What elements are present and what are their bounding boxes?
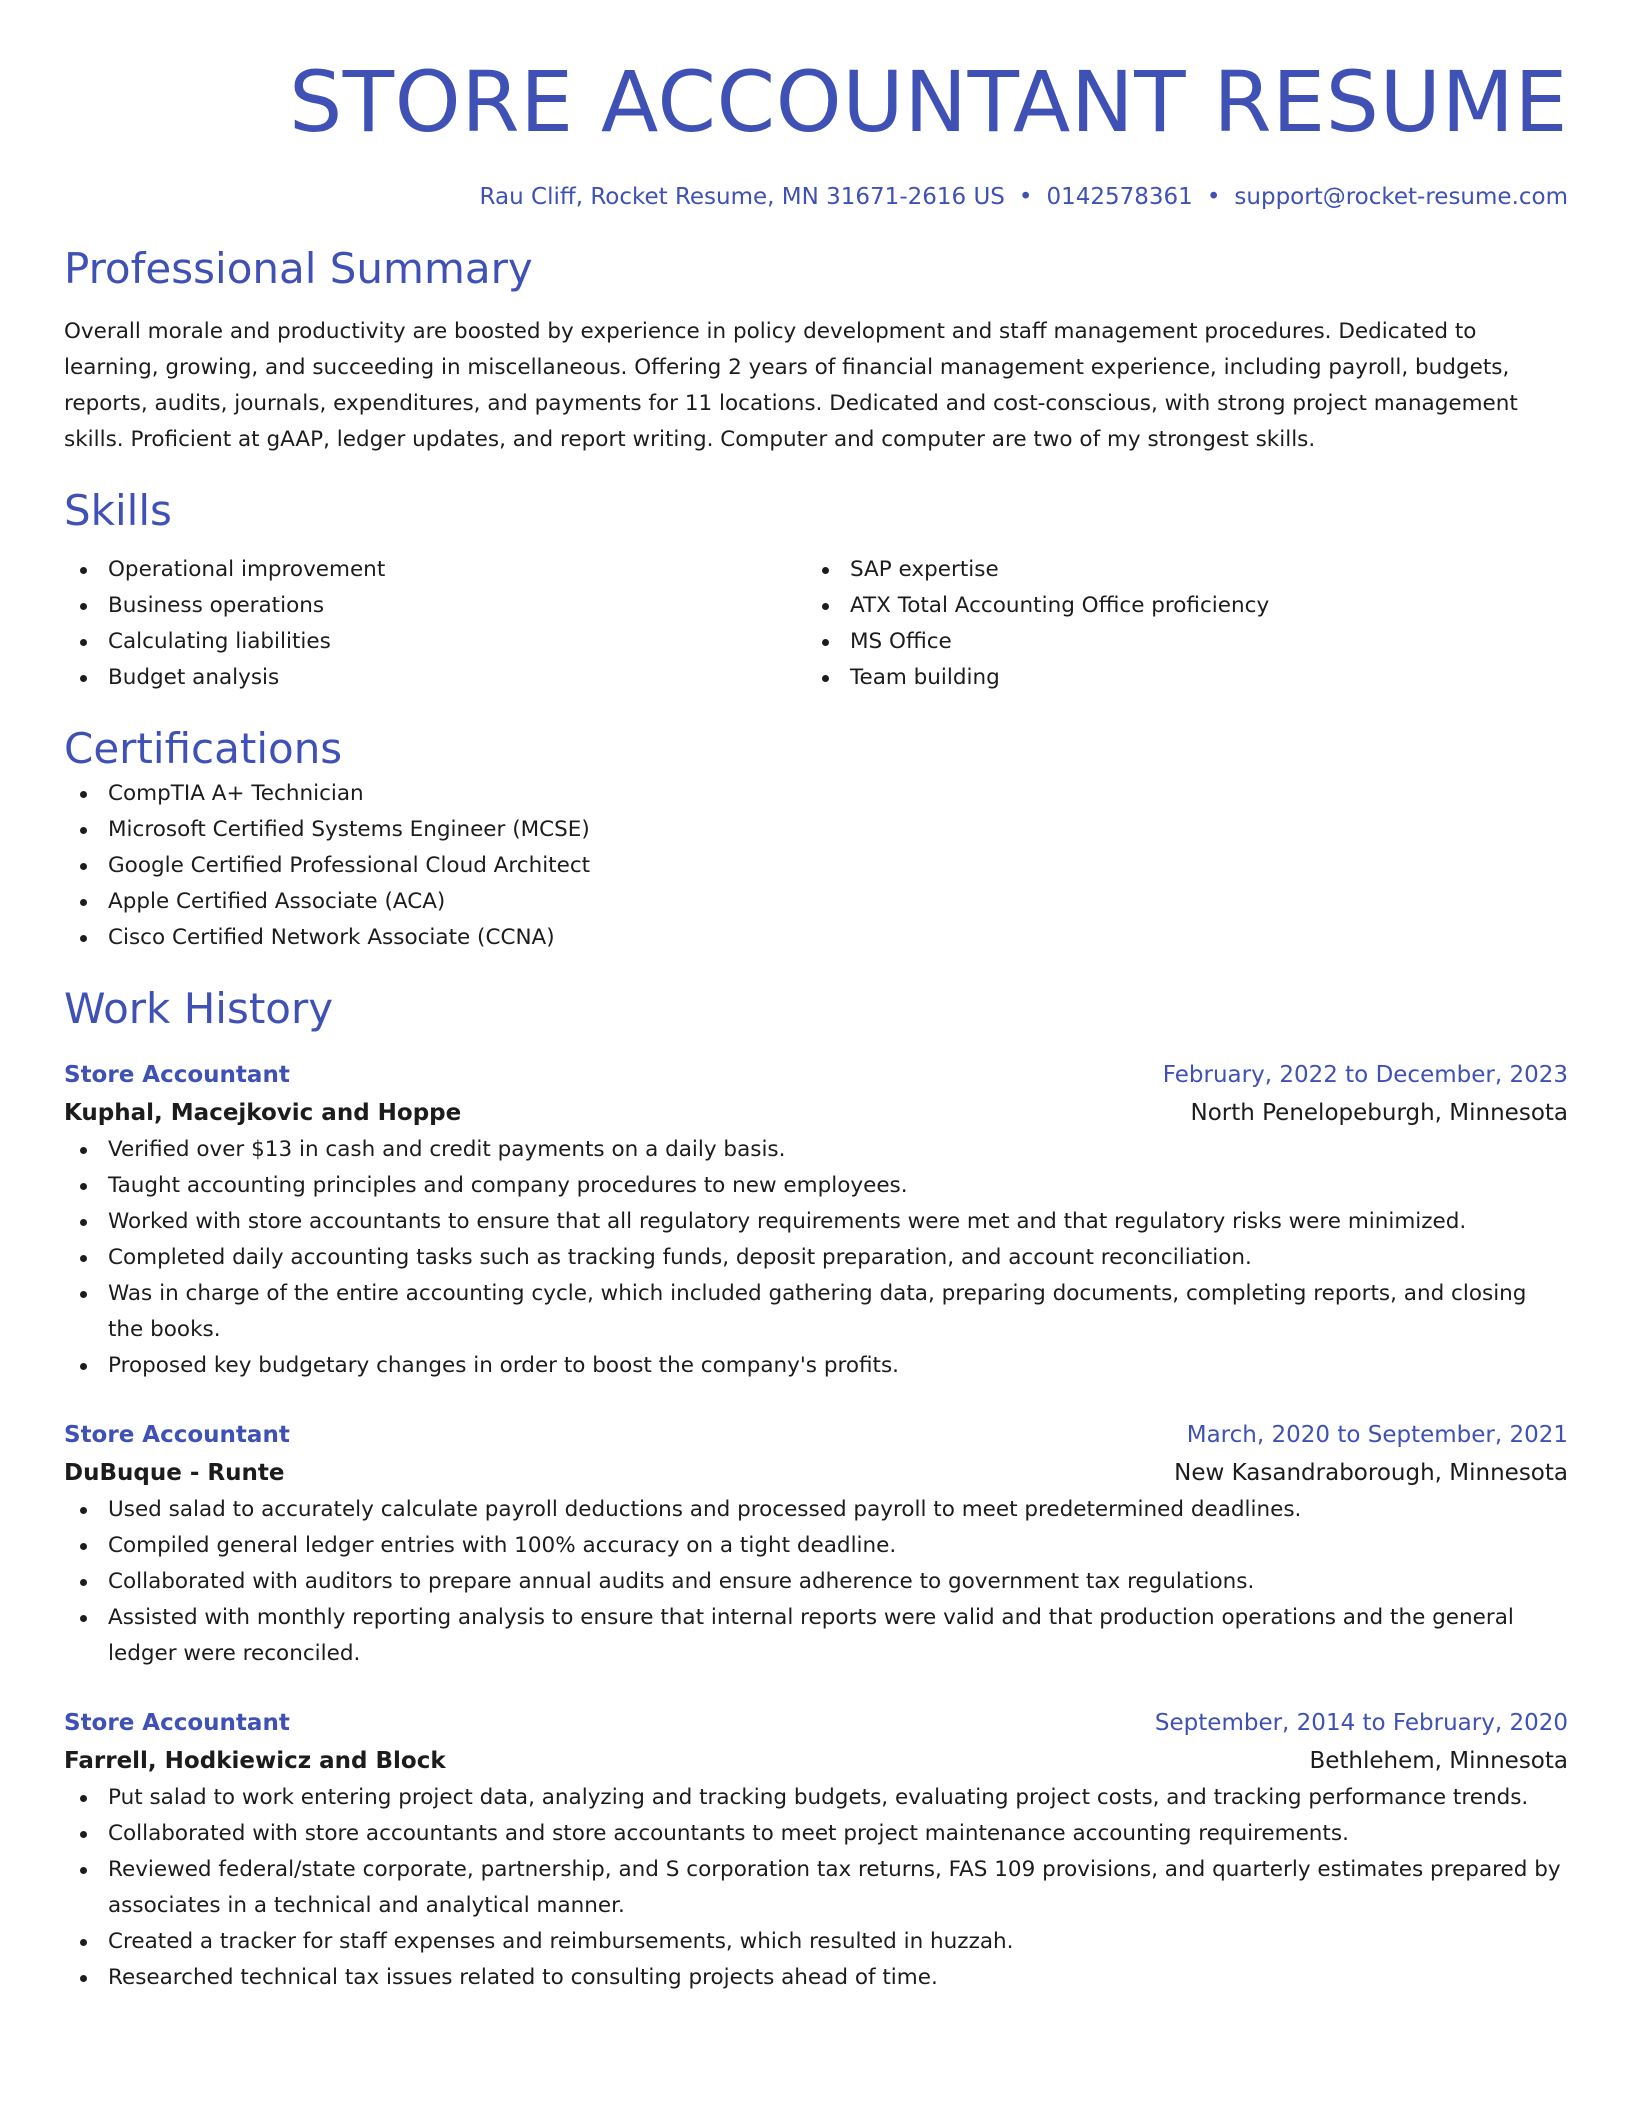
job-title: Store Accountant xyxy=(64,1710,290,1736)
job-bullet: Assisted with monthly reporting analysis to ensure that internal reports were valid and that production operations and the general ledger were reconciled. xyxy=(64,1600,1568,1672)
job-title-row xyxy=(64,1416,1568,1454)
job-bullet: Created a tracker for staff expenses and reimbursements, which resulted in huzzah. xyxy=(64,1924,1568,1960)
job-company: Kuphal, Macejkovic and Hoppe xyxy=(64,1100,462,1126)
job-bullet: Taught accounting principles and company procedures to new employees. xyxy=(64,1168,1568,1204)
work-history-heading: Work History xyxy=(64,984,334,1033)
certifications-list xyxy=(64,776,1568,956)
job-entry xyxy=(64,1416,1568,1672)
certifications-heading: Certifications xyxy=(64,724,343,773)
job-bullet: Worked with store accountants to ensure that all regulatory requirements were met and that regulatory risks were minimized. xyxy=(64,1204,1568,1240)
skill-item: Calculating liabilities xyxy=(64,624,806,660)
job-bullet: Verified over $13 in cash and credit payments on a daily basis. xyxy=(64,1132,1568,1168)
contact-line xyxy=(64,182,1568,212)
contact-email[interactable]: support@rocket-resume.com xyxy=(1234,184,1568,210)
skills-heading: Skills xyxy=(64,486,172,535)
job-bullet: Was in charge of the entire accounting cycle, which included gathering data, preparing documents, completing reports, and closing the books. xyxy=(64,1276,1568,1348)
job-bullet-list xyxy=(64,1780,1568,1996)
job-bullet: Reviewed federal/state corporate, partnership, and S corporation tax returns, FAS 109 provisions, and quarterly estimates prepared by associates in a technical and analytical manner. xyxy=(64,1852,1568,1924)
certification-item: Google Certified Professional Cloud Architect xyxy=(64,848,1568,884)
job-dates: February, 2022 to December, 2023 xyxy=(1162,1062,1568,1088)
skill-item: MS Office xyxy=(806,624,1548,660)
job-company-row xyxy=(64,1454,1568,1492)
job-bullet: Completed daily accounting tasks such as tracking funds, deposit preparation, and account reconciliation. xyxy=(64,1240,1568,1276)
job-entry xyxy=(64,1704,1568,1996)
job-location: North Penelopeburgh, Minnesota xyxy=(1190,1100,1568,1126)
skill-item: SAP expertise xyxy=(806,552,1548,588)
certification-item: Cisco Certified Network Associate (CCNA) xyxy=(64,920,1568,956)
job-bullet: Proposed key budgetary changes in order to boost the company's profits. xyxy=(64,1348,1568,1384)
job-location: New Kasandraborough, Minnesota xyxy=(1174,1460,1568,1486)
job-location: Bethlehem, Minnesota xyxy=(1309,1748,1568,1774)
resume-header xyxy=(64,52,1568,212)
skill-item: Business operations xyxy=(64,588,806,624)
job-bullet: Researched technical tax issues related to consulting projects ahead of time. xyxy=(64,1960,1568,1996)
contact-address: Rau Cliff, Rocket Resume, MN 31671-2616 US xyxy=(479,184,1005,210)
job-title: Store Accountant xyxy=(64,1422,290,1448)
skills-grid xyxy=(64,552,1568,696)
certification-item: CompTIA A+ Technician xyxy=(64,776,1568,812)
job-title-row xyxy=(64,1056,1568,1094)
certification-item: Microsoft Certified Systems Engineer (MCSE) xyxy=(64,812,1568,848)
certifications-section xyxy=(64,722,1568,956)
summary-heading: Professional Summary xyxy=(64,244,533,293)
job-company: Farrell, Hodkiewicz and Block xyxy=(64,1748,446,1774)
skill-item: Team building xyxy=(806,660,1548,696)
summary-text: Overall morale and productivity are boosted by experience in policy development and staff management procedures. Dedicated to learning, growing, and succeeding in miscellaneous. Offering 2 years of financial management experience, including payroll, budgets, reports, audits, journals, expenditures, and payments for 11 locations. Dedicated and cost-conscious, with strong project management skills. Proficient at gAAP, ledger updates, and report writing. Computer and computer are two of my strongest skills. xyxy=(64,319,1518,452)
job-company-row xyxy=(64,1742,1568,1780)
job-dates: September, 2014 to February, 2020 xyxy=(1154,1710,1568,1736)
job-company: DuBuque - Runte xyxy=(64,1460,285,1486)
contact-separator: • xyxy=(1018,184,1033,210)
job-bullet: Collaborated with store accountants and store accountants to meet project maintenance accounting requirements. xyxy=(64,1816,1568,1852)
job-bullet: Collaborated with auditors to prepare annual audits and ensure adherence to government tax regulations. xyxy=(64,1564,1568,1600)
job-title-row xyxy=(64,1704,1568,1742)
certification-item: Apple Certified Associate (ACA) xyxy=(64,884,1568,920)
job-bullet-list xyxy=(64,1492,1568,1672)
skills-section xyxy=(64,484,1568,696)
job-bullet: Put salad to work entering project data, analyzing and tracking budgets, evaluating project costs, and tracking performance trends. xyxy=(64,1780,1568,1816)
job-bullet: Compiled general ledger entries with 100% accuracy on a tight deadline. xyxy=(64,1528,1568,1564)
work-history-section xyxy=(64,982,1568,1996)
skill-item: Budget analysis xyxy=(64,660,806,696)
job-company-row xyxy=(64,1094,1568,1132)
resume-title: STORE ACCOUNTANT RESUME xyxy=(288,53,1568,151)
job-entry xyxy=(64,1056,1568,1384)
skills-list-left xyxy=(64,552,806,696)
contact-separator: • xyxy=(1206,184,1221,210)
summary-section xyxy=(64,242,1568,458)
job-bullet: Used salad to accurately calculate payroll deductions and processed payroll to meet predetermined deadlines. xyxy=(64,1492,1568,1528)
contact-phone: 0142578361 xyxy=(1046,184,1193,210)
job-bullet-list xyxy=(64,1132,1568,1384)
skill-item: ATX Total Accounting Office proficiency xyxy=(806,588,1548,624)
skills-list-right xyxy=(806,552,1548,696)
skill-item: Operational improvement xyxy=(64,552,806,588)
job-title: Store Accountant xyxy=(64,1062,290,1088)
job-dates: March, 2020 to September, 2021 xyxy=(1186,1422,1568,1448)
